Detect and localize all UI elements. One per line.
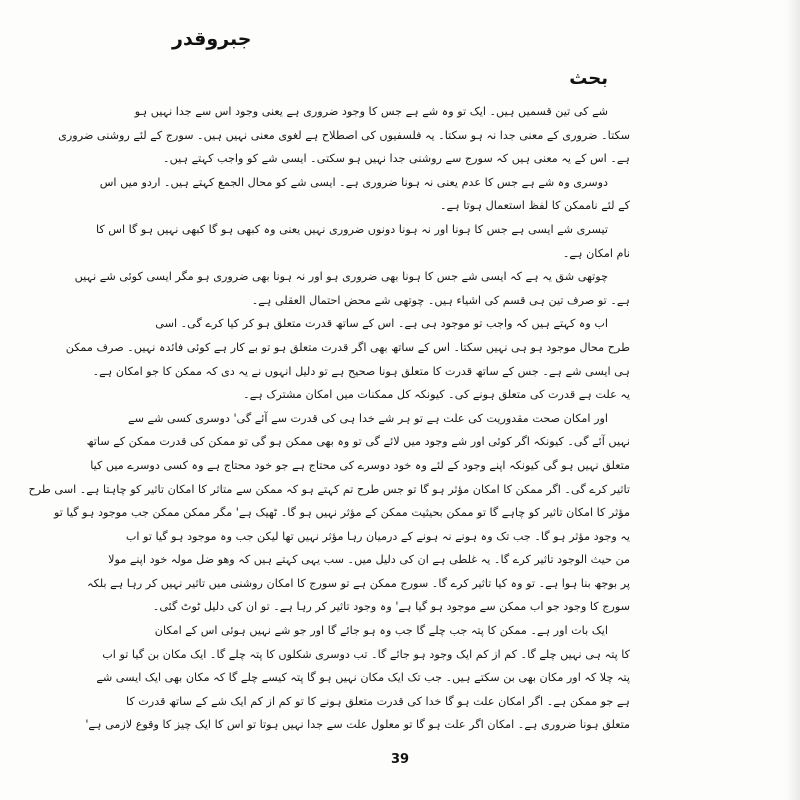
text-line: تاثیر کرے گی۔ اگر ممکن کا امکان مؤثر ہو گا تو جس طرح تم کہتے ہو کہ ممکن سے متاثر کا امکان تاثیر کو چاہتا ہے۔ اسی طرح <box>28 482 630 496</box>
text-line: طرح محال موجود ہو ہی نہیں سکتا۔ اس کے ساتھ بھی اگر قدرت متعلق ہو تو بے کار ہے کوئی فائدہ نہیں۔ صرف ممکن <box>65 340 630 354</box>
text-line: ہے۔ اس کے یہ معنی ہیں کہ سورج سے روشنی جدا نہیں ہو سکتی۔ ایسی شے کو واجب کہتے ہیں۔ <box>163 152 630 166</box>
text-line: یہ وجود مؤثر ہو گا۔ جب تک وہ ہونے نہ ہونے کے درمیان رہا مؤثر نہیں تھا لیکن جب وہ موجود ہو گیا تو اب <box>125 529 630 543</box>
text-line: پتہ چلا کہ اور مکان بھی بن سکتے ہیں۔ جب تک ایک مکان نہیں ہو گا پتہ کیسے چلے گا کہ مکان بھی ایک ایسی شے <box>96 671 630 685</box>
text-line: نہیں آئے گی۔ کیونکہ اگر کوئی اور شے وجود میں لائے گی تو وہ بھی ممکن ہو گی تو ممکن کی قدرت ممکن کے ساتھ <box>86 435 630 449</box>
text-line: اور امکان صحت مقدوریت کی علت ہے تو ہر شے خدا ہی کی قدرت سے آئے گی' دوسری کسی شے سے <box>128 411 608 425</box>
text-line: سکتا۔ ضروری کے معنی جدا نہ ہو سکتا۔ یہ فلسفیوں کی اصطلاح ہے لغوی معنی نہیں ہیں۔ سورج کے لئے روشنی ضروری <box>58 128 630 142</box>
text-line: ہی ایسی شے ہے۔ جس کے ساتھ قدرت کا متعلق ہونا صحیح ہے تو دلیل انہوں نے یہ دی کہ ممکن کا جو امکان ہے۔ <box>92 364 630 378</box>
text-line: شے کی تین قسمیں ہیں۔ ایک تو وہ شے ہے جس کا وجود ضروری ہے یعنی وجود اس سے جدا نہیں ہو <box>134 105 608 118</box>
text-line: اب وہ کہتے ہیں کہ واجب تو موجود ہی ہے۔ اس کے ساتھ قدرت متعلق ہو کر کیا کرے گی۔ اسی <box>155 317 608 331</box>
text-line: تیسری شے ایسی ہے جس کا ہونا اور نہ ہونا دونوں ضروری نہیں یعنی وہ کبھی ہو گا کبھی نہیں ہو گا اس کا <box>96 222 608 236</box>
text-line: متعلق نہیں ہو گی کیونکہ اپنے وجود کے لئے وہ خود دوسرے کی محتاج ہے جو خود محتاج ہے وہ کسی دوسرے میں کیا <box>90 458 630 472</box>
text-line: ہے جو ممکن ہے۔ اگر امکان علت ہو گا خدا کی قدرت متعلق ہونے کا تو کم از کم ایک شے کے ساتھ قدرت کا <box>125 694 630 708</box>
text-line: چوتھی شق یہ ہے کہ ایسی شے جس کا ہونا بھی ضروری ہو اور نہ ہونا بھی ضروری ہو مگر ایسی کوئی شے نہیں <box>74 270 608 284</box>
text-line: پر بوجھ بنا ہوا ہے۔ تو وہ کیا تاثیر کرے گا۔ سورج ممکن ہے تو سورج کا امکان روشنی میں تاثیر نہیں کر رہا ہے بلکہ <box>87 576 630 590</box>
text-line: نام امکان ہے۔ <box>562 246 630 260</box>
text-line: من حیث الوجود تاثیر کرے گا۔ یہ غلطی ہے ان کی دلیل میں۔ سب یہی کہتے ہیں کہ وھو ضل مولہ خود اپنے مولا <box>108 553 630 567</box>
text-line: کا پتہ ہی نہیں چلے گا۔ کم از کم ایک وجود ہو جائے گا۔ تب دوسری شکلوں کا پتہ چلے گا۔ ایک مکان بن گیا تو اب <box>102 647 630 661</box>
text-line: ایک بات اور ہے۔ ممکن کا پتہ جب چلے گا جب وہ ہو جائے گا اور جو شے نہیں ہوئی اس کے امکان <box>154 624 608 638</box>
section-title: بحث <box>569 68 608 89</box>
text-line: مؤثر کا امکان تاثیر کو چاہے گا تو ممکن بحیثیت ممکن کے مؤثر نہیں ہو گا۔ ٹھیک ہے' مگر ممکن ممکن جب موجود ہو گیا تو <box>53 506 630 520</box>
body-text <box>28 100 630 750</box>
page-number: 39 <box>390 752 410 767</box>
text-line: دوسری وہ شے ہے جس کا عدم یعنی نہ ہونا ضروری ہے۔ ایسی شے کو محال الجمع کہتے ہیں۔ اردو میں اس <box>99 175 608 189</box>
running-header: جبروقدر <box>172 28 252 50</box>
page-edge-shadow <box>786 0 800 800</box>
text-line: سورج کا وجود جو اب ممکن سے موجود ہو گیا ہے' وہ وجود تاثیر کر رہا ہے۔ تو ان کی دلیل ٹوٹ گئی۔ <box>152 600 630 614</box>
text-line: کے لئے ناممکن کا لفظ استعمال ہوتا ہے۔ <box>440 199 630 213</box>
text-line: یہ علت ہے قدرت کی متعلق ہونے کی۔ کیونکہ کل ممکنات میں امکان مشترک ہے۔ <box>243 388 630 402</box>
text-line: ہے۔ تو صرف تین ہی قسم کی اشیاء ہیں۔ چوتھی شے محض احتمال العقلی ہے۔ <box>251 293 630 307</box>
text-line: متعلق ہونا ضروری ہے۔ امکان اگر علت ہو گا تو معلول علت سے جدا نہیں ہوتا تو اس کا ایک چیز کا وقوع لازمی ہے' <box>85 718 630 732</box>
